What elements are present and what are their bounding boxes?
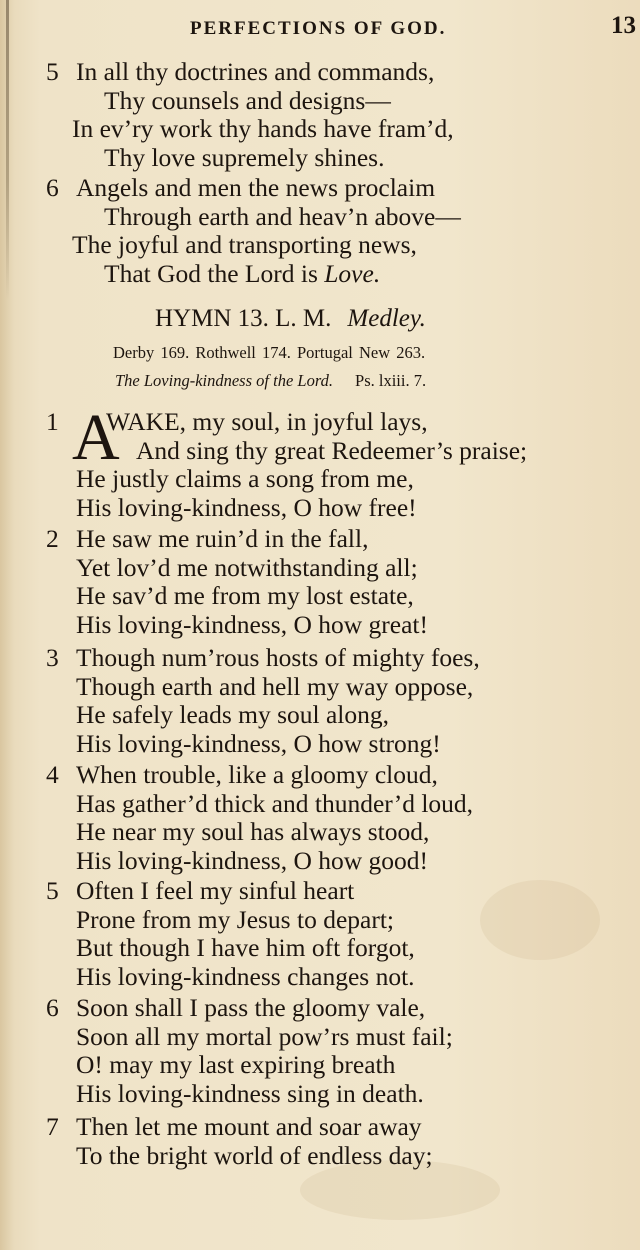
stanza-line: But though I have him oft forgot, [76,933,415,962]
prev-stanza-6 [0,174,640,288]
stanza-line: The joyful and transporting news, [72,230,417,259]
stanza-number: 3 [46,643,59,672]
tune-references: Derby 169. Rothwell 174. Portugal New 263. [113,343,426,362]
drop-cap: A [72,401,120,474]
stanza-number: 2 [46,524,59,553]
stanza-5 [0,877,640,991]
stanza-line: Has gather’d thick and thunder’d loud, [76,788,474,818]
hymn-subject [115,371,426,391]
stanza-line: He sav’d me from my lost estate, [76,581,414,610]
stanza-line: Yet lov’d me notwithstanding all; [76,552,418,582]
stanza-line: Then let me mount and soar away [76,1112,422,1141]
stanza-2 [0,525,640,639]
stanza-number: 7 [46,1112,59,1141]
stanza-number: 4 [46,760,59,789]
stanza-line: He near my soul has always stood, [76,817,430,846]
italic-word: Love. [324,258,381,288]
stanza-line: Often I feel my sinful heart [76,876,355,905]
running-head: PERFECTIONS OF GOD. [190,18,447,39]
stanza-line: He justly claims a song from me, [76,464,414,493]
stanza-number: 5 [46,876,59,905]
stanza-line: He saw me ruin’d in the fall, [76,524,369,553]
stanza-line: And sing thy great Redeemer’s praise; [136,435,528,465]
stanza-line: Thy love supremely shines. [104,142,385,172]
stanza-line: His loving-kindness, O how strong! [76,728,441,758]
stanza-line: Though num’rous hosts of mighty foes, [76,643,480,672]
stanza-line: His loving-kindness, O how free! [76,492,417,522]
stanza-line-last [104,260,640,289]
stanza-line: Angels and men the news proclaim [76,173,436,202]
stanza-line: Soon shall I pass the gloomy vale, [76,993,426,1022]
prev-stanza-5 [0,58,640,172]
stanza-line: Prone from my Jesus to depart; [76,904,394,934]
hymn-heading [155,305,426,333]
stanza-line: In all thy doctrines and commands, [76,57,435,86]
stanza-6 [0,994,640,1108]
stanza-3 [0,644,640,758]
stanza-7 [0,1113,640,1170]
scripture-reference: Ps. lxiii. 7. [355,371,427,390]
stanza-line: In ev’ry work thy hands have fram’d, [72,114,454,143]
stanza-line: His loving-kindness, O how great! [76,609,428,639]
stanza-line: O! may my last expiring breath [76,1050,396,1079]
stanza-line: Though earth and hell my way oppose, [76,671,474,701]
stanza-line: To the bright world of endless day; [76,1140,433,1170]
stanza-number: 6 [46,993,59,1022]
stanza-line: Thy counsels and designs— [104,85,391,115]
page-number: 13 [611,12,636,39]
stanza-line: His loving-kindness changes not. [76,961,415,991]
stanza-line: He safely leads my soul along, [76,700,390,729]
stanza-4 [0,761,640,875]
stanza-line: Through earth and heav’n above— [104,201,461,231]
hymn-title: HYMN 13. L. M. [155,305,332,332]
stanza-1 [0,401,640,522]
stanza-number: 5 [46,57,59,86]
stanza-line: Soon all my mortal pow’rs must fail; [76,1021,453,1051]
stanza-number: 1 [46,407,59,436]
stanza-line: His loving-kindness sing in death. [76,1078,424,1108]
stanza-line-text: That God the Lord is [104,258,325,288]
hymn-tune: Medley. [347,305,426,332]
stanza-line: His loving-kindness, O how good! [76,845,429,875]
stanza-number: 6 [46,173,59,202]
subject-title: The Loving-kindness of the Lord. [115,371,334,390]
stanza-line: WAKE, my soul, in joyful lays, [106,407,428,436]
stanza-line: When trouble, like a gloomy cloud, [76,760,438,789]
